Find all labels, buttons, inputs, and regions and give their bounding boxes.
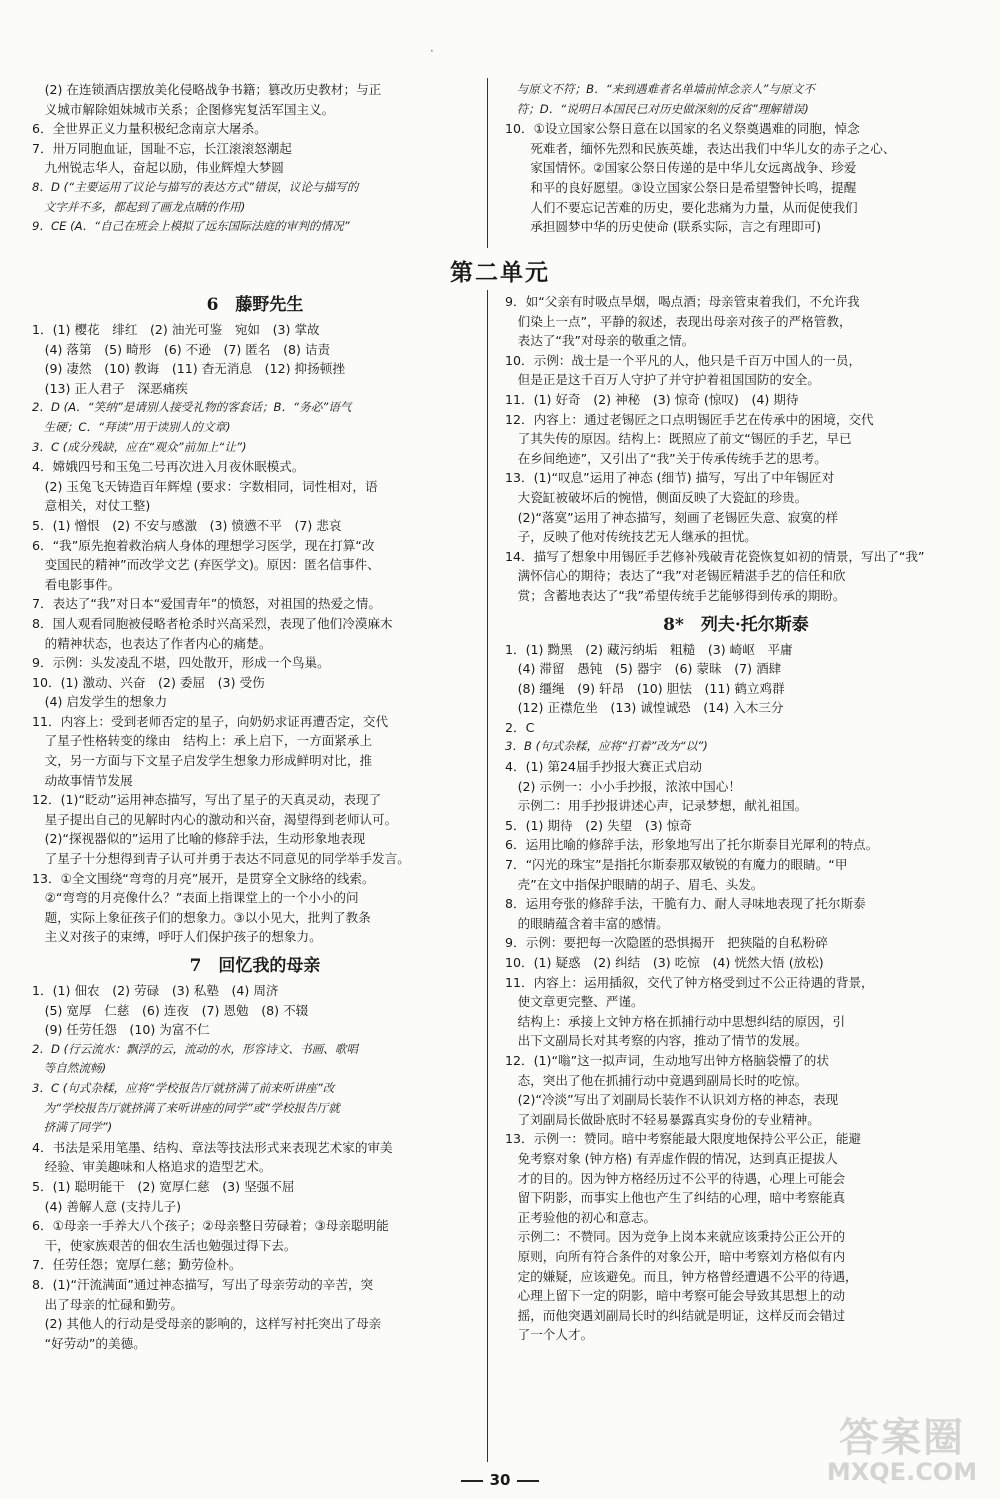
answer-line: (2)“冷淡”写出了刘副局长装作不认识刘方格的神态，表现 (505, 1092, 839, 1108)
answer-line: 意相关，对仗工整) (32, 498, 151, 514)
answer-line: (2) 示例一：小小手抄报，浓浓中国心！ (505, 778, 741, 794)
answer-line: (5) 宽厚 仁慈 (6) 连夜 (7) 恩勉 (8) 不辍 (32, 1002, 309, 1018)
answer-line: 出下文副局长对其考察的内容，推动了情节的发展。 (505, 1033, 808, 1049)
column-divider (487, 290, 488, 1462)
answer-line: 承担圆梦中华的历史使命 (联系实际，言之有理即可) (505, 219, 822, 235)
answer-line: 态，突出了他在抓捕行动中竟遇到副局长时的吃惊。 (505, 1072, 808, 1088)
answer-line: 变国民的精神”而改学文艺 (弃医学文)。原因：匿名信事件、 (32, 557, 380, 573)
left-column (32, 292, 478, 1353)
answer-line: 正考验他的初心和意志。 (505, 1209, 657, 1225)
answer-line: 大瓷缸被破坏后的惋惜，侧面反映了大瓷缸的珍贵。 (505, 489, 808, 505)
answer-line: 留下阴影，而事实上他也产生了纠结的心理，暗中考察能真 (505, 1190, 846, 1206)
answer-line: 们染上一点”，平静的叙述，表现出母亲对孩子的严格管教， (505, 313, 852, 329)
answer-line: 6．运用比喻的修辞手法，形象地写出了托尔斯泰目光犀利的特点。 (505, 837, 879, 853)
answer-line: 和平的良好愿望。③设立国家公祭日是希望警钟长鸣，提醒 (505, 179, 857, 195)
unit-title: 第二单元 (450, 259, 550, 286)
answer-line: 8．(1)“汗流满面”通过神态描写，写出了母亲劳动的辛苦，突 (32, 1276, 374, 1292)
answer-line: 12．(1)“嗡”这一拟声词，生动地写出钟方格脑袋懵了的状 (505, 1052, 829, 1068)
answer-line: (9) 任劳任怨 (10) 为富不仁 (32, 1022, 210, 1038)
answer-line: 符；D．“说明日本国民已对历史做深刻的反省”理解错误) (505, 101, 809, 116)
answer-line: 死难者，缅怀先烈和民族英雄，表达出我们中华儿女的赤子之心、 (505, 140, 896, 156)
column-divider-top (487, 78, 488, 248)
answer-line: 看电影事件。 (32, 576, 121, 592)
answer-line: 2．D (行云流水：飘浮的云，流动的水，形容诗文、书画、歌唱 (32, 1041, 358, 1056)
section-8-title: 8* 列夫·托尔斯泰 (663, 614, 809, 635)
answer-line: 7．“闪光的珠宝”是指托尔斯泰那双敏锐的有魔力的眼睛。“甲 (505, 857, 848, 873)
answer-line: (4) 善解人意 (支持儿子) (32, 1198, 182, 1214)
answer-line: 11．(1) 好奇 (2) 神秘 (3) 惊奇 (惊叹) (4) 期待 (505, 391, 799, 407)
answer-line: (2) 玉兔飞天铸造百年辉煌 (要求：字数相同，词性相对，语 (32, 478, 378, 494)
answer-line: 与原文不符；B．“来到遇难者名单墙前悼念亲人”与原文不 (505, 82, 815, 96)
answer-line: 结构上：承接上文钟方格在抓捕行动中思想纠结的原因，引 (505, 1013, 846, 1029)
answer-line: 生硬；C．“拜读”用于读别人的文章) (32, 419, 231, 434)
answer-line: 10．(1) 疑惑 (2) 纠结 (3) 吃惊 (4) 恍然大悟 (放松) (505, 955, 824, 970)
answer-line: 星子提出自己的见解时内心的激动和兴奋，渴望得到老师认可。 (32, 811, 398, 827)
page-dash-right (517, 1480, 539, 1482)
answer-line: 动故事情节发展 (32, 772, 133, 788)
answer-line: 壳”在文中指保护眼睛的胡子、眉毛、头发。 (505, 876, 764, 892)
answer-line: 了星子性格转变的缘由 结构上：承上启下，一方面紧承上 (32, 733, 373, 749)
answer-line: 4．书法是采用笔墨、结构、章法等技法形式来表现艺术家的审美 (32, 1139, 393, 1155)
answer-line: 11．内容上：受到老师否定的星子，向奶奶求证再遭否定，交代 (32, 713, 389, 729)
answer-line: (2)“探视器似的”运用了比喻的修辞手法，生动形象地表现 (32, 831, 366, 847)
answer-line: 在乡间绝迹”，又引出了“我”关于传承传统手艺的思考。 (505, 450, 827, 466)
answer-line: 1．(1) 佃农 (2) 劳碌 (3) 私塾 (4) 周济 (32, 983, 279, 998)
answer-line: 9．示例：要把每一次隐匿的恐惧揭开 把狭隘的自私粉碎 (505, 935, 828, 951)
answer-line: 12．(1)“眨动”运用神态描写，写出了星子的天真灵动，表现了 (32, 792, 382, 808)
page-dash-left (461, 1480, 483, 1482)
answer-line: 了其失传的原因。结构上：既照应了前文“锡匠的手艺，早已 (505, 431, 852, 447)
answer-line: (2) 在连锁酒店摆放美化侵略战争书籍；篡改历史教材；与正 (32, 82, 382, 97)
answer-line: 文，另一方面与下文星子启发学生想象力形成鲜明对比，推 (32, 753, 373, 769)
answer-line: (4) 落第 (5) 畸形 (6) 不逊 (7) 匿名 (8) 诘责 (32, 341, 331, 357)
top-mark: · (430, 44, 434, 58)
answer-line: 3．C (成分残缺，应在“观众”前加上“让”) (32, 439, 247, 454)
answer-line: 5．(1) 聪明能干 (2) 宽厚仁慈 (3) 坚强不屈 (32, 1178, 295, 1194)
answer-line: 13．①全文围绕“弯弯的月亮”展开，是贯穿全文脉络的线索。 (32, 870, 375, 886)
answer-line: 人们不要忘记苦难的历史，要化悲痛为力量，从而促使我们 (505, 199, 858, 215)
answer-line: 4．嫦娥四号和玉兔二号再次进入月夜休眠模式。 (32, 459, 305, 475)
answer-line: 免考察对象 (钟方格) 有弄虚作假的情况，达到真正提拔人 (505, 1150, 838, 1166)
answer-line: 赏；含蓄地表达了“我”希望传统手艺能够得到传承的期盼。 (505, 587, 846, 603)
answer-line: 干，使家族艰苦的佃农生活也勉强过得下去。 (32, 1237, 297, 1253)
answer-line: (9) 凄然 (10) 教诲 (11) 杳无消息 (12) 抑扬顿挫 (32, 361, 345, 377)
answer-line: 8．国人观看同胞被侵略者枪杀时兴高采烈，表现了他们冷漠麻木 (32, 615, 393, 631)
answer-line: 但是正是这千百万人守护了并守护着祖国国防的安全。 (505, 372, 820, 388)
answer-line: 10．示例：战士是一个平凡的人，他只是千百万中国人的一员， (505, 352, 862, 368)
answer-line: 9．示例：头发凌乱不堪，四处散开，形成一个鸟巢。 (32, 655, 330, 671)
answer-line: 题，实际上象征孩子们的想象力。③以小见大，批判了教条 (32, 909, 371, 925)
answer-line: 等自然流畅) (32, 1061, 107, 1076)
answer-line: 了星子十分想得到青子认可并勇于表达不同意见的同学举手发言。 (32, 851, 410, 867)
answer-line: 挤满了同学”) (32, 1120, 113, 1135)
answer-line: 示例二：不赞同。因为竞争上岗本来就应该秉持公正公开的 (505, 1229, 846, 1245)
answer-line: 文字并不多，都起到了画龙点睛的作用) (32, 199, 246, 214)
answer-line: (12) 正襟危坐 (13) 诚惶诚恐 (14) 入木三分 (505, 700, 784, 716)
answer-line: 才的目的。因为钟方格经历过不公平的待遇，心理上可能会 (505, 1170, 846, 1186)
answer-line: 6．全世界正义力量积极纪念南京大屠杀。 (32, 121, 267, 137)
answer-line: 摇，而他突遇刘副局长时的纠结就是明证，这样反而会错过 (505, 1307, 846, 1323)
answer-line: 4．(1) 第24届手抄报大赛正式启动 (505, 759, 703, 775)
answer-line: 了一个人才。 (505, 1327, 594, 1343)
answer-line: 心理上留下一定的阴影，暗中考察可能会导致其思想上的动 (505, 1288, 846, 1304)
answer-line: 10．(1) 激动、兴奋 (2) 委屈 (3) 受伤 (32, 674, 265, 690)
answer-line: 2．C (505, 719, 535, 735)
answer-line: “好劳动”的美德。 (32, 1335, 146, 1351)
answer-line: 8．运用夸张的修辞手法，干脆有力、耐人寻味地表现了托尔斯泰 (505, 896, 866, 912)
answer-line: 2．D (A．“笑纳”是请别人接受礼物的客套话；B．“务必”语气 (32, 400, 352, 415)
answer-line: 为“学校报告厅就挤满了来听讲座的同学”或“学校报告厅就 (32, 1100, 340, 1115)
answer-line: 7．任劳任怨；宽厚仁慈；勤劳俭朴。 (32, 1257, 242, 1273)
answer-line: 13．(1)“叹息”运用了神态 (细节) 描写，写出了中年锡匠对 (505, 470, 835, 486)
answer-line: 主义对孩子的束缚，呼吁人们保护孩子的想象力。 (32, 929, 322, 945)
answer-line: 表达了“我”对母亲的敬重之情。 (505, 333, 695, 349)
answer-line: 6．①母亲一手养大八个孩子；②母亲整日劳碌着；③母亲聪明能 (32, 1218, 389, 1234)
answer-line: 14．描写了想象中用锡匠手艺修补残破青花瓷恢复如初的情景，写出了“我” (505, 548, 925, 564)
answer-line: 定的嫌疑，应该避免。而且，钟方格曾经遭遇不公平的待遇， (505, 1268, 858, 1284)
answer-line: 1．(1) 黝黑 (2) 藏污纳垢 粗糙 (3) 崎岖 平庸 (505, 641, 793, 657)
answer-line: 12．内容上：通过老锡匠之口点明锡匠手艺在传承中的困境，交代 (505, 411, 874, 427)
section-7-continued-answers (505, 292, 967, 606)
answer-line: 满怀信心的期待；表达了“我”对老锡匠精湛手艺的信任和欣 (505, 568, 846, 584)
answer-line: 1．(1) 樱花 绯红 (2) 油光可鉴 宛如 (3) 掌故 (32, 322, 320, 337)
answer-line: (13) 正人君子 深恶痛疾 (32, 380, 188, 396)
answer-line: 3．C (句式杂糅，应将“学校报告厅就挤满了前来听讲座”改 (32, 1080, 335, 1095)
answer-line: 9．如“父亲有时吸点旱烟，喝点酒；母亲管束着我们，不允许我 (505, 294, 860, 309)
answer-line: 义城市解除姐妹城市关系；企图修宪复活军国主义。 (32, 101, 335, 117)
answer-line: 10．①设立国家公祭日意在以国家的名义祭奠遇难的同胞，悼念 (505, 121, 860, 137)
watermark-url: MXQE.COM (826, 1458, 978, 1486)
watermark-logo (818, 1406, 986, 1492)
right-column (505, 292, 967, 1345)
answer-line: 9．CE (A．“自己在班会上模拟了远东国际法庭的审判的情况” (32, 219, 350, 234)
top-right-column (505, 80, 967, 237)
answer-line: 了刘副局长做卧底时不轻易暴露真实身份的专业精神。 (505, 1111, 820, 1127)
answer-line: 7．表达了“我”对日本“爱国青年”的愤怒，对祖国的热爱之情。 (32, 596, 381, 612)
answer-line: 出了母亲的忙碌和勤劳。 (32, 1296, 184, 1312)
top-left-column (32, 80, 468, 237)
section-7-answers (32, 981, 478, 1353)
answer-line: 九州锐志华人，奋起以励，伟业辉煌大梦圆 (32, 160, 284, 176)
answer-line: 使文章更完整、严谨。 (505, 994, 644, 1010)
answer-line: 5．(1) 憎恨 (2) 不安与感激 (3) 愤懑不平 (7) 悲哀 (32, 517, 342, 533)
answer-line: (4) 滞留 愚钝 (5) 器宇 (6) 蒙昧 (7) 酒肆 (505, 661, 782, 677)
section-7-title: 7 回忆我的母亲 (189, 956, 321, 976)
answer-line: 家国情怀。②国家公祭日传递的是中华儿女远离战争、珍爱 (505, 160, 857, 176)
section-6-title: 6 藤野先生 (206, 295, 304, 315)
answer-line: 5．(1) 期待 (2) 失望 (3) 惊奇 (505, 817, 692, 833)
answer-line: 的眼睛蕴含着丰富的感情。 (505, 915, 669, 931)
answer-line: 经验、审美趣味和人格追求的造型艺术。 (32, 1159, 272, 1175)
answer-line: 6．“我”原先抱着救治病人身体的理想学习医学，现在打算“改 (32, 537, 375, 553)
answer-line: 子，反映了他对传统技艺无人继承的担忧。 (505, 529, 757, 545)
answer-line: 13．示例一：赞同。暗中考察能最大限度地保持公平公正，能避 (505, 1131, 862, 1147)
watermark-text: 答案圈 (839, 1415, 965, 1461)
answer-line: 3．B (句式杂糅，应将“打着”改为“以”) (505, 739, 708, 754)
answer-line: (4) 启发学生的想象力 (32, 694, 168, 710)
answer-line: 11．内容上：运用插叙，交代了钟方格受到过不公正待遇的背景， (505, 974, 874, 990)
section-6-answers (32, 320, 478, 947)
answer-line: 原则，向所有符合条件的对象公开，暗中考察刘方格似有内 (505, 1248, 846, 1264)
answer-line: ②“弯弯的月亮像什么？”表面上指课堂上的一个小小的问 (32, 890, 359, 906)
section-8-answers (505, 640, 967, 1345)
answer-line: 8．D (“主要运用了议论与描写的表达方式”错误，议论与描写的 (32, 179, 359, 194)
answer-line: (8) 缰绳 (9) 轩昂 (10) 胆怯 (11) 鹤立鸡群 (505, 680, 785, 696)
answer-line: (2)“落寞”运用了神态描写，刻画了老锡匠失意、寂寞的样 (505, 509, 839, 525)
answer-line: 的精神状态，也表达了作者内心的痛楚。 (32, 635, 272, 651)
page-number-text: 30 (489, 1471, 511, 1489)
answer-line: 示例二：用手抄报讲述心声，记录梦想，献礼祖国。 (505, 798, 808, 814)
answer-line: 7．卅万同胞血证，国耻不忘，长江滚滚怒潮起 (32, 140, 292, 156)
answer-line: (2) 其他人的行动是受母亲的影响的，这样写衬托突出了母亲 (32, 1316, 382, 1332)
